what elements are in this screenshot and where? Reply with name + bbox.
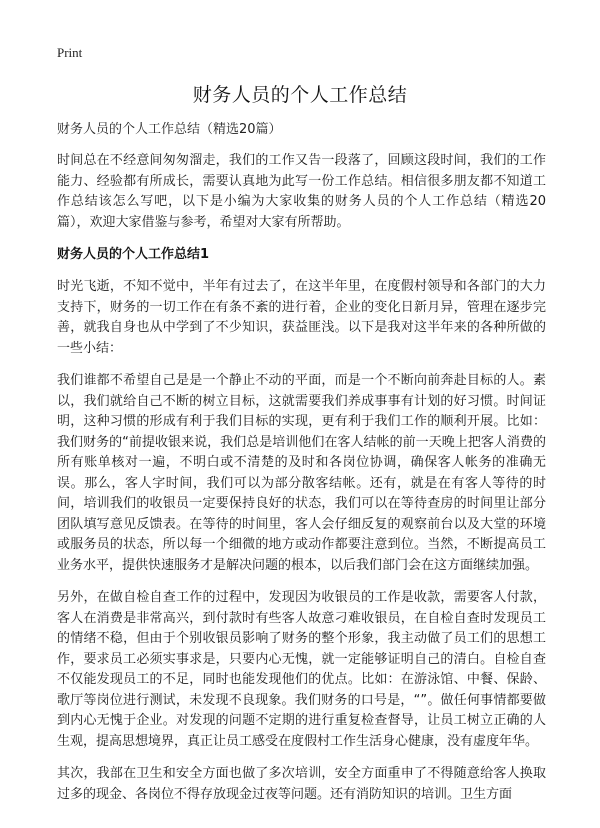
print-label: Print [57, 45, 83, 60]
document-title: 财务人员的个人工作总结 [192, 84, 408, 106]
document-body [57, 121, 546, 817]
body-paragraph-1: 时光飞逝，不知不觉中，半年有过去了，在这半年里，在度假村领导和各部门的大力支持下，财务的一切工作在有条不紊的进行着，企业的变化日新月异，管理在逐步完善，就我自身也从中学到了不少知识，获益匪浅。以下是我对这半年来的各种所做的一些小结： [57, 279, 546, 356]
body-paragraph-4: 其次，我部在卫生和安全方面也做了多次培训，安全方面重申了不得随意给客人换取过多的现金、各岗位不得存放现金过夜等问题。还有消防知识的培训。卫生方面 [57, 766, 546, 802]
document-subtitle: 财务人员的个人工作总结（精选20篇） [57, 122, 282, 137]
section-heading: 财务人员的个人工作总结1 [57, 247, 210, 262]
intro-paragraph: 时间总在不经意间匆匆溜走，我们的工作又告一段落了，回顾这段时间，我们的工作能力、经验都有所成长，需要认真地为此写一份工作总结。相信很多朋友都不知道工作总结该怎么写吧，以下是小编为大家收集的财务人员的个人工作总结（精选20篇），欢迎大家借鉴与参考，希望对大家有所帮助。 [57, 153, 546, 230]
body-paragraph-2: 我们谁都不希望自己是是一个静止不动的平面，而是一个不断向前奔赴目标的人。素以，我们就给自己不断的树立目标，这就需要我们养成事事有计划的好习惯。时间证明，这种习惯的形成有利于我们目标的实现，更有利于我们工作的顺利开展。比如：我们财务的“前提收银来说，我们总是培训他们在客人结帐的前一天晚上把客人消费的所有账单核对一遍，不明白或不清楚的及时和各岗位协调，确保客人帐务的准确无误。那么，客人字时间，我们可以为部分散客结帐。还有，就是在有客人等待的时间，培训我们的收银员一定要保持良好的状态，我们可以在等待查房的时间里让部分团队填写意见反馈表。在等待的时间里，客人会仔细反复的观察前台以及大堂的环境或服务员的状态，所以每一个细微的地方或动作都要注意到位。当然，不断提高员工业务水平，提供快速服务才是解决问题的根本，以后我们部门会在这方面继续加强。 [57, 373, 546, 573]
body-paragraph-3: 另外，在做自检自查工作的过程中，发现因为收银员的工作是收款，需要客人付款，客人在消费是非常高兴，到付款时有些客人故意刁难收银员，在自检自查时发现员工的情绪不稳，但由于个别收银员影响了财务的整个形象，我主动做了员工们的思想工作，要求员工必须实事求是，只要内心无愧，就一定能够证明自己的清白。自检自查不仅能发现员工的不足，同时也能发现他们的优点。比如：在游泳馆、中餐、保龄、歌厅等岗位进行测试，未发现不良现象。我们财务的口号是，“”。做任何事情都要做到内心无愧于企业。对发现的问题不定期的进行重复检查督导，让员工树立正确的人生观，提高思想境界，真正让员工感受在度假村工作生活身心健康，没有虚度年华。 [57, 590, 546, 749]
